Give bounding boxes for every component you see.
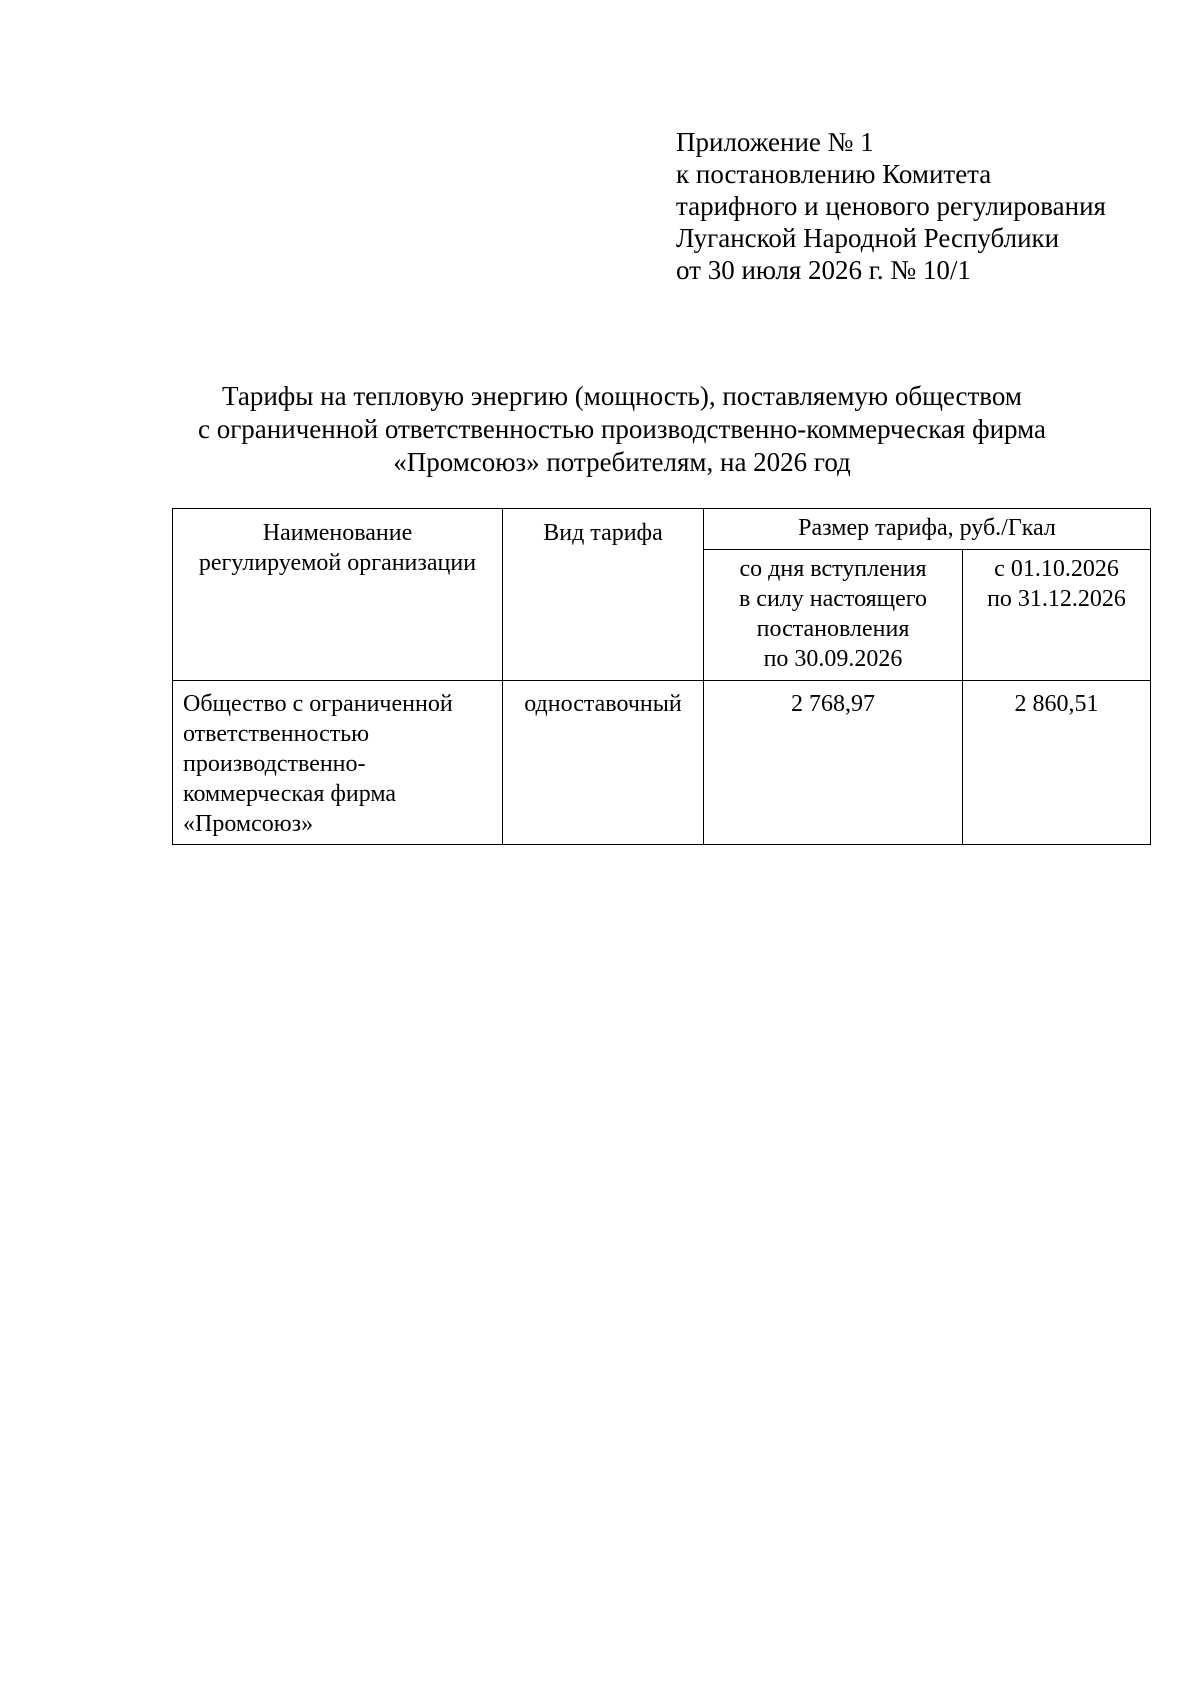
table-row [173,681,1151,845]
document-title [172,380,1072,479]
header-text: по 31.12.2026 [987,586,1126,612]
header-text: регулируемой организации [198,550,477,576]
tariff-table [172,508,1151,845]
appendix-line: от 30 июля 2026 г. № 10/1 [676,255,971,285]
title-line: Тарифы на тепловую энергию (мощность), поставляемую обществом [222,381,1022,411]
cell-text: производственно- [183,751,366,777]
cell-text: «Промсоюз» [183,811,314,837]
appendix-line: к постановлению Комитета [676,159,992,189]
appendix-line: Луганской Народной Республики [676,223,1060,253]
header-text: по 30.09.2026 [763,646,903,672]
cell-tariff-value-1: 2 768,97 [704,681,963,845]
appendix-line: тарифного и ценового регулирования [676,191,1106,221]
appendix-line: Приложение № 1 [676,127,874,157]
cell-text: ответственностью [183,721,370,747]
header-text: постановления [756,616,910,642]
title-line: с ограниченной ответственностью производственно-коммерческая фирма [198,414,1046,444]
header-text: Наименование [262,520,413,546]
header-text: с 01.10.2026 [994,556,1119,582]
cell-org-name [173,681,503,845]
table-header-row [173,509,1151,550]
header-period-1 [704,550,963,681]
header-text: в силу настоящего [738,586,928,612]
title-line: «Промсоюз» потребителям, на 2026 год [393,447,851,477]
header-period-2 [963,550,1151,681]
cell-tariff-value-2: 2 860,51 [963,681,1151,845]
cell-text: Общество с ограниченной [183,691,453,717]
header-tariff-type: Вид тарифа [503,509,704,681]
cell-tariff-type: одноставочный [503,681,704,845]
cell-text: коммерческая фирма [183,781,397,807]
header-text: со дня вступления [739,556,927,582]
appendix-block [676,126,1106,286]
header-tariff-size: Размер тарифа, руб./Гкал [704,509,1151,550]
header-org-name [173,509,503,681]
